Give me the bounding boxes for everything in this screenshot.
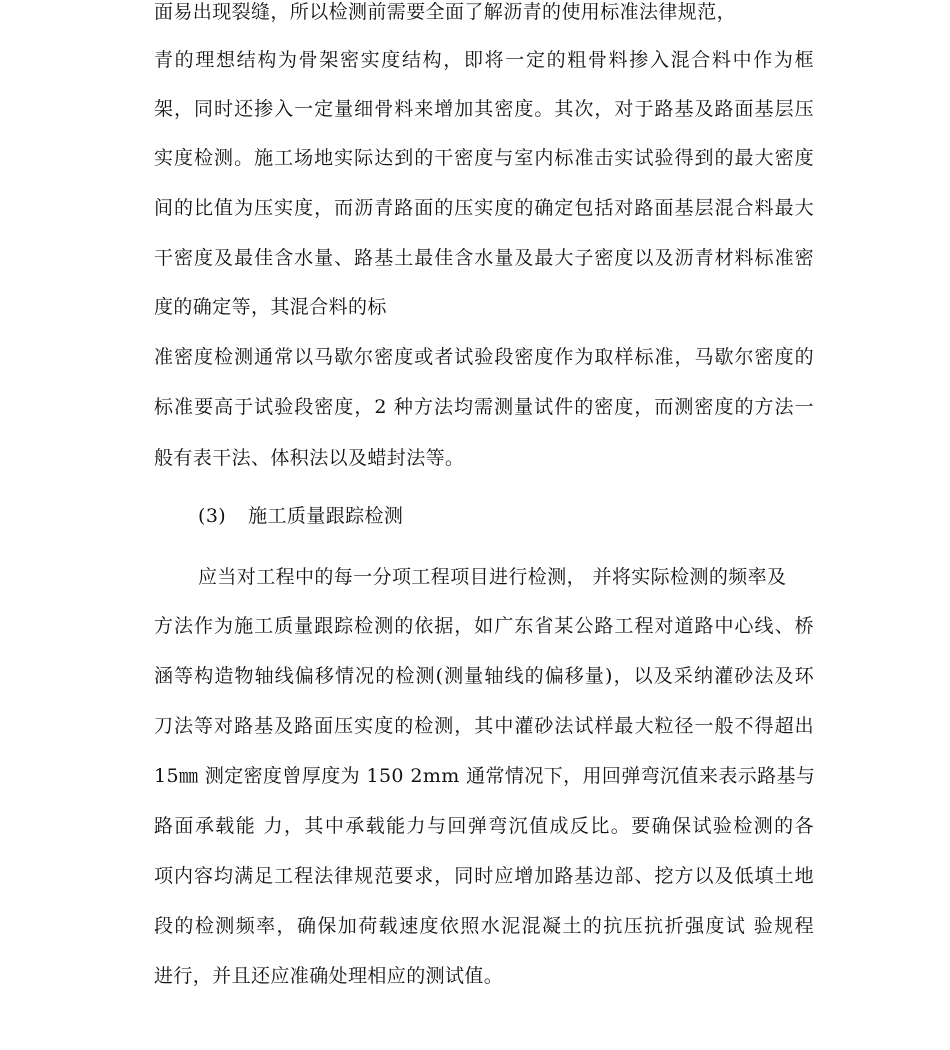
text-line: 15㎜ 测定密度曾厚度为 150 2mm 通常情况下，用回弹弯沉值来表示路基与 bbox=[154, 765, 816, 787]
text-line: 实度检测。施工场地实际达到的干密度与室内标准击实试验得到的最大密度 bbox=[154, 147, 814, 169]
text-line: 项内容均满足工程法律规范要求，同时应增加路基边部、挖方以及低填土地 bbox=[154, 865, 814, 887]
text-line: 架，同时还掺入一定量细骨料来增加其密度。其次，对于路基及路面基层压 bbox=[154, 98, 814, 120]
text-line: 干密度及最佳含水量、路基土最佳含水量及最大子密度以及沥青材料标准密 bbox=[154, 247, 814, 269]
text-line: 段的检测频率，确保加荷载速度依照水泥混凝土的抗压抗折强度试 验规程 bbox=[154, 915, 814, 937]
text-line: 般有表干法、体积法以及蜡封法等。 bbox=[154, 447, 465, 469]
text-line: 面易出现裂缝，所以检测前需要全面了解沥青的使用标准法律规范， bbox=[154, 1, 737, 23]
text-line: 方法作为施工质量跟踪检测的依据，如广东省某公路工程对道路中心线、桥 bbox=[154, 615, 814, 637]
text-line: 路面承载能 力，其中承载能力与回弹弯沉值成反比。要确保试验检测的各 bbox=[154, 815, 814, 837]
section-title: 施工质量跟踪检测 bbox=[248, 505, 404, 527]
text-line: 间的比值为压实度，而沥青路面的压实度的确定包括对路面基层混合料最大 bbox=[154, 197, 814, 219]
text-line: 应当对工程中的每一分项工程项目进行检测， 并将实际检测的频率及 bbox=[198, 566, 787, 588]
text-line: 青的理想结构为骨架密实度结构，即将一定的粗骨料掺入混合料中作为框 bbox=[154, 49, 814, 71]
section-heading bbox=[198, 504, 403, 528]
text-line: 刀法等对路基及路面压实度的检测，其中灌砂法试样最大粒径一般不得超出 bbox=[154, 715, 814, 737]
text-line: 标准要高于试验段密度，2 种方法均需测量试件的密度，而测密度的方法一 bbox=[154, 396, 814, 418]
text-line: 准密度检测通常以马歇尔密度或者试验段密度作为取样标准，马歇尔密度的 bbox=[154, 346, 814, 368]
text-line: 进行，并且还应准确处理相应的测试值。 bbox=[154, 965, 504, 987]
text-line: 涵等构造物轴线偏移情况的检测(测量轴线的偏移量)，以及采纳灌砂法及环 bbox=[154, 665, 814, 687]
section-number: (3) bbox=[198, 505, 227, 527]
text-line: 度的确定等，其混合料的标 bbox=[154, 296, 387, 318]
